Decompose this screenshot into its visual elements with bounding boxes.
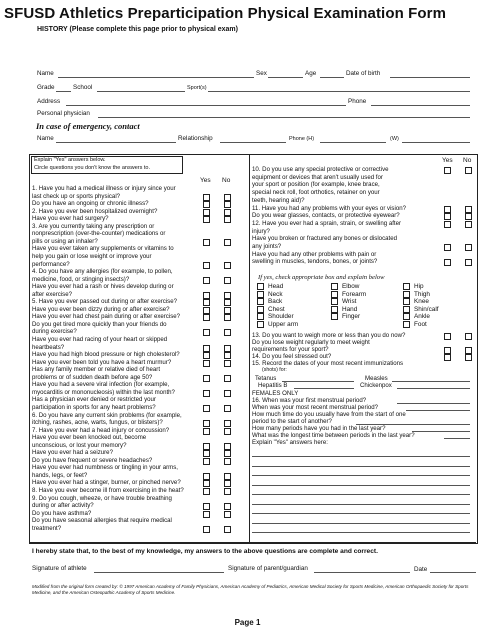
- body-part-checkbox[interactable]: [257, 306, 264, 313]
- right-question-line: injury?: [252, 227, 270, 235]
- body-part-checkbox[interactable]: [331, 291, 338, 298]
- q16b-field[interactable]: [406, 410, 470, 411]
- page-number: Page 1: [234, 618, 261, 627]
- emergency-name-label: Name: [37, 135, 54, 142]
- right-yes-checkbox[interactable]: [444, 347, 451, 354]
- body-part-checkbox[interactable]: [403, 313, 410, 320]
- form-title: SFUSD Athletics Preparticipation Physical Examination Form: [4, 5, 447, 22]
- left-question-line: Have you ever been dizzy during or after exercise?: [32, 305, 170, 313]
- sig-athlete-field[interactable]: [94, 572, 224, 573]
- body-part-checkbox[interactable]: [403, 291, 410, 298]
- left-yes-checkbox[interactable]: [203, 299, 210, 306]
- body-part-item[interactable]: [403, 321, 427, 329]
- left-question-line: Do you have seasonal allergies that require medical: [32, 517, 172, 525]
- right-no-checkbox[interactable]: [465, 347, 472, 354]
- body-part-label: Ankle: [414, 313, 430, 321]
- tetanus-label: Tetanus: [255, 375, 277, 382]
- left-question-line: itching, rashes, acne, warts, fungus, or blisters)?: [32, 419, 163, 427]
- explain-line[interactable]: [252, 513, 470, 514]
- body-part-checkbox[interactable]: [331, 313, 338, 320]
- left-question-line: nonprescription (over-the-counter) medications or: [32, 230, 166, 238]
- left-no-checkbox[interactable]: [224, 314, 231, 321]
- q13c: requirements for your sport?: [252, 346, 329, 353]
- body-part-checkbox[interactable]: [331, 283, 338, 290]
- left-no-checkbox[interactable]: [224, 480, 231, 487]
- name-label: Name: [37, 70, 54, 77]
- left-question-line: problems or of sudden death before age 50?: [32, 373, 153, 381]
- left-yes-checkbox[interactable]: [203, 443, 210, 450]
- left-no-checkbox[interactable]: [224, 307, 231, 314]
- q13b: Do you lose weight regularly to meet weight: [252, 339, 370, 346]
- left-question-line: Have you ever had chest pain during or after exercise?: [32, 313, 181, 321]
- phone-label: Phone: [348, 98, 367, 105]
- body-part-label: Hand: [342, 305, 358, 313]
- left-no-checkbox[interactable]: [224, 360, 231, 367]
- body-part-label: Back: [268, 298, 283, 306]
- left-question-line: 3. Are you currently taking any prescription or: [32, 222, 155, 230]
- sig-athlete-label: Signature of athlete: [32, 565, 87, 572]
- right-yes-header: Yes: [442, 157, 453, 164]
- body-part-label: Wrist: [342, 298, 357, 306]
- longest-label: What was the longest time between periods in the last year?: [252, 432, 415, 439]
- hepb-field[interactable]: [294, 388, 354, 389]
- body-part-checkbox[interactable]: [331, 298, 338, 305]
- left-question-line: Has a physician ever denied or restricted your: [32, 396, 156, 404]
- left-question-line: 8. Have you ever become ill from exercising in the heat?: [32, 487, 184, 494]
- age-label: Age: [305, 70, 317, 77]
- emergency-name-field[interactable]: [56, 142, 176, 143]
- body-part-checkbox[interactable]: [403, 321, 410, 328]
- grade-field[interactable]: [56, 91, 71, 92]
- grade-label: Grade: [37, 84, 55, 91]
- females-only-label: FEMALES ONLY: [252, 390, 299, 397]
- left-question-line: 2. Have you ever been hospitalized overnight?: [32, 207, 158, 215]
- right-no-checkbox[interactable]: [465, 259, 472, 266]
- left-no-checkbox[interactable]: [224, 450, 231, 457]
- left-yes-checkbox[interactable]: [203, 216, 210, 223]
- explain-line[interactable]: [252, 494, 470, 495]
- body-part-checkbox[interactable]: [257, 283, 264, 290]
- left-question-line: Have you ever taken any supplements or vitamins to: [32, 245, 174, 253]
- left-yes-checkbox[interactable]: [203, 277, 210, 284]
- body-part-checkbox[interactable]: [257, 321, 264, 328]
- right-question-line: Do you wear glasses, contacts, or protective eyewear?: [252, 212, 400, 220]
- left-question-line: participation in sports for any heart problems?: [32, 403, 156, 411]
- column-divider: [249, 154, 250, 542]
- relationship-label: Relationship: [178, 135, 213, 142]
- left-yes-checkbox[interactable]: [203, 329, 210, 336]
- left-yes-checkbox[interactable]: [203, 526, 210, 533]
- body-part-checkbox[interactable]: [403, 298, 410, 305]
- phone-work-label: (W): [390, 136, 399, 142]
- hepb-label: Hepatitis B: [258, 382, 288, 389]
- sports-label: Sport(s): [187, 85, 207, 91]
- left-yes-checkbox[interactable]: [203, 458, 210, 465]
- left-question-line: Have you ever had surgery?: [32, 215, 109, 223]
- statement-divider: [29, 542, 476, 543]
- left-no-checkbox[interactable]: [224, 458, 231, 465]
- left-no-checkbox[interactable]: [224, 375, 231, 382]
- left-question-line: Have you ever had a stinger, burner, or pinched nerve?: [32, 479, 181, 487]
- periods-year-label: How many periods have you had in the last year?: [252, 425, 386, 432]
- left-question-line: last check up or sports physical?: [32, 192, 121, 200]
- longest-field[interactable]: [444, 438, 470, 439]
- left-question-line: Have you ever been told you have a heart murmur?: [32, 358, 172, 366]
- left-question-line: treatment?: [32, 524, 62, 532]
- right-yes-checkbox[interactable]: [444, 259, 451, 266]
- left-yes-checkbox[interactable]: [203, 503, 210, 510]
- right-no-checkbox[interactable]: [465, 221, 472, 228]
- right-question-line: teeth, hearing aid)?: [252, 196, 305, 204]
- left-question-line: Have you had a severe viral infection (for example,: [32, 381, 170, 389]
- left-question-line: Have you ever had a rash or hives develop during or: [32, 283, 174, 291]
- shots-label: (shots) for:: [262, 367, 287, 373]
- explain-line[interactable]: [252, 466, 470, 467]
- body-part-label: Shoulder: [268, 313, 294, 321]
- right-yes-checkbox[interactable]: [444, 206, 451, 213]
- body-part-item[interactable]: [403, 306, 439, 314]
- left-question-line: pills or using an inhaler?: [32, 237, 98, 245]
- left-question-line: Have you ever had numbness or tingling in your arms,: [32, 464, 178, 472]
- explain-line[interactable]: [252, 456, 470, 457]
- body-part-item[interactable]: [257, 298, 282, 306]
- statement: I hereby state that, to the best of my knowledge, my answers to the above questions are complete and correct.: [32, 548, 378, 555]
- left-no-checkbox[interactable]: [224, 488, 231, 495]
- date-field[interactable]: [430, 572, 476, 573]
- left-no-checkbox[interactable]: [224, 292, 231, 299]
- left-question-line: Do you get tired more quickly than your friends do: [32, 320, 167, 328]
- left-yes-checkbox[interactable]: [203, 360, 210, 367]
- age-field[interactable]: [320, 77, 344, 78]
- body-part-item[interactable]: [257, 321, 298, 329]
- chickenpox-field[interactable]: [397, 388, 470, 389]
- right-yes-checkbox[interactable]: [444, 333, 451, 340]
- explain-line[interactable]: [252, 485, 470, 486]
- left-yes-checkbox[interactable]: [203, 420, 210, 427]
- left-yes-checkbox[interactable]: [203, 292, 210, 299]
- explain-line[interactable]: [252, 475, 470, 476]
- body-part-checkbox[interactable]: [257, 298, 264, 305]
- left-yes-checkbox[interactable]: [203, 194, 210, 201]
- right-question-line: 10. Do you use any special protective or corrective: [252, 166, 389, 173]
- left-question-line: Has any family member or relative died of heart: [32, 366, 161, 374]
- right-no-checkbox[interactable]: [465, 167, 472, 174]
- right-question-line: special neck roll, foot orthotics, retainer on your: [252, 189, 380, 197]
- left-question-line: Have you ever had a seizure?: [32, 449, 113, 457]
- body-part-label: Elbow: [342, 283, 360, 291]
- left-yes-checkbox[interactable]: [203, 488, 210, 495]
- left-no-checkbox[interactable]: [224, 473, 231, 480]
- check-note: If yes, check appropriate box and explain below: [258, 274, 385, 281]
- left-question-line: help you gain or lose weight or improve your: [32, 252, 152, 260]
- address-field[interactable]: [66, 105, 346, 106]
- circle-note: Circle questions you don't know the answers to.: [34, 165, 150, 171]
- right-yes-checkbox[interactable]: [444, 213, 451, 220]
- right-no-checkbox[interactable]: [465, 213, 472, 220]
- body-part-label: Finger: [342, 313, 361, 321]
- address-label: Address: [37, 98, 61, 105]
- body-part-checkbox[interactable]: [403, 283, 410, 290]
- body-part-label: Knee: [414, 298, 429, 306]
- q14: 14. Do you feel stressed out?: [252, 353, 332, 360]
- relationship-field[interactable]: [220, 142, 286, 143]
- left-question-line: heartbeats?: [32, 343, 65, 351]
- q16a: 16. When was your first menstrual period?: [252, 397, 367, 404]
- left-yes-checkbox[interactable]: [203, 307, 210, 314]
- left-question-line: performance?: [32, 260, 70, 268]
- left-yes-checkbox[interactable]: [203, 262, 210, 269]
- sig-parent-label: Signature of parent/guardian: [228, 565, 308, 572]
- left-yes-checkbox[interactable]: [203, 390, 210, 397]
- left-question-line: medicine, food, or stinging insects)?: [32, 275, 130, 283]
- left-no-checkbox[interactable]: [224, 405, 231, 412]
- left-question-line: Do you have asthma?: [32, 509, 92, 517]
- body-part-label: Neck: [268, 290, 283, 298]
- left-yes-checkbox[interactable]: [203, 345, 210, 352]
- body-part-item[interactable]: [331, 306, 357, 314]
- left-question-line: Have you ever been knocked out, become: [32, 434, 147, 442]
- left-no-checkbox[interactable]: [224, 209, 231, 216]
- sports-field[interactable]: [208, 91, 470, 92]
- left-yes-checkbox[interactable]: [203, 314, 210, 321]
- left-question-line: Do you have an ongoing or chronic illness?: [32, 200, 149, 208]
- body-part-item[interactable]: [403, 298, 429, 306]
- left-no-checkbox[interactable]: [224, 352, 231, 359]
- right-yes-checkbox[interactable]: [444, 221, 451, 228]
- body-part-label: Head: [268, 283, 284, 291]
- left-no-checkbox[interactable]: [224, 443, 231, 450]
- right-no-checkbox[interactable]: [465, 206, 472, 213]
- right-question-line: your sport or position (for example, knee brace,: [252, 181, 380, 189]
- left-yes-checkbox[interactable]: [203, 473, 210, 480]
- explain-yes-here: Explain "Yes" answers here:: [252, 439, 328, 446]
- q16b: When was your most recent menstrual period?: [252, 404, 378, 411]
- right-question-line: Have you had any other problems with pain or: [252, 250, 377, 258]
- sig-parent-field[interactable]: [314, 572, 410, 573]
- left-question-line: during or after activity?: [32, 502, 94, 510]
- body-part-item[interactable]: [331, 313, 360, 321]
- measles-field[interactable]: [392, 381, 470, 382]
- left-yes-checkbox[interactable]: [203, 428, 210, 435]
- left-question-line: 5. Have you ever passed out during or after exercise?: [32, 298, 177, 306]
- body-part-item[interactable]: [331, 298, 356, 306]
- body-part-item[interactable]: [403, 313, 430, 321]
- body-part-item[interactable]: [331, 283, 359, 291]
- left-yes-checkbox[interactable]: [203, 352, 210, 359]
- emergency-heading: In case of emergency, contact: [36, 121, 140, 131]
- left-yes-checkbox[interactable]: [203, 201, 210, 208]
- right-question-line: swelling in muscles, tendons, bones, or joints?: [252, 258, 378, 266]
- body-part-checkbox[interactable]: [403, 306, 410, 313]
- left-no-checkbox[interactable]: [224, 277, 231, 284]
- left-question-line: myocarditis or mononucleosis) within the last month?: [32, 388, 175, 396]
- q16c: How much time do you usually have from the start of one: [252, 411, 406, 418]
- right-no-checkbox[interactable]: [465, 333, 472, 340]
- body-part-label: Shin/calf: [414, 305, 439, 313]
- left-yes-header: Yes: [200, 177, 211, 184]
- left-no-checkbox[interactable]: [224, 239, 231, 246]
- body-part-label: Upper arm: [268, 321, 299, 329]
- tetanus-field[interactable]: [282, 381, 354, 382]
- left-question-line: unconscious, or lost your memory?: [32, 441, 127, 449]
- physician-field[interactable]: [98, 117, 470, 118]
- left-no-checkbox[interactable]: [224, 420, 231, 427]
- body-part-label: Foot: [414, 321, 427, 329]
- explain-yes-note: Explain "Yes" answers below.: [34, 157, 106, 163]
- right-question-line: 11. Have you had any problems with your eyes or vision?: [252, 204, 407, 212]
- left-question-line: 6. Do you have any current skin problems (for example,: [32, 411, 182, 419]
- q16a-field[interactable]: [397, 403, 470, 404]
- dob-field[interactable]: [390, 77, 470, 78]
- left-no-checkbox[interactable]: [224, 329, 231, 336]
- right-yes-checkbox[interactable]: [444, 167, 451, 174]
- left-question-line: 9. Do you cough, wheeze, or have trouble breathing: [32, 494, 172, 502]
- q13a: 13. Do you want to weigh more or less than you do now?: [252, 332, 406, 339]
- periods-year-field[interactable]: [412, 431, 470, 432]
- right-question-line: any joints?: [252, 243, 282, 250]
- body-part-item[interactable]: [257, 306, 285, 314]
- left-no-checkbox[interactable]: [224, 345, 231, 352]
- credit-note: Modified from the original form created by: © 1997 American Academy of Family Physicians, American Academy of Pediatrics, American Medical Society for Sports Medicine, American Orthopaedic Society for Sports Medicine, and the American Osteopathic Academy of Sports Medicine.: [32, 584, 469, 595]
- body-part-checkbox[interactable]: [257, 291, 264, 298]
- left-yes-checkbox[interactable]: [203, 375, 210, 382]
- phone-home-label: Phone (H): [289, 136, 315, 142]
- left-no-checkbox[interactable]: [224, 503, 231, 510]
- left-no-header: No: [222, 177, 231, 184]
- date-label: Date: [414, 566, 428, 573]
- body-part-label: Chest: [268, 305, 285, 313]
- left-yes-checkbox[interactable]: [203, 450, 210, 457]
- body-part-item[interactable]: [257, 313, 294, 321]
- right-question-line: 12. Have you ever had a sprain, strain, or swelling after: [252, 219, 402, 227]
- right-question-line: Have you broken or fractured any bones or dislocated: [252, 235, 397, 243]
- dob-label: Date of birth: [346, 70, 381, 77]
- name-field[interactable]: [58, 77, 254, 78]
- right-question-line: equipment or devices that aren't usually used for: [252, 173, 383, 181]
- right-no-checkbox[interactable]: [465, 354, 472, 361]
- left-yes-checkbox[interactable]: [203, 405, 210, 412]
- left-yes-checkbox[interactable]: [203, 511, 210, 518]
- school-field[interactable]: [97, 91, 185, 92]
- explain-line[interactable]: [252, 532, 470, 533]
- left-question-line: 4. Do you have any allergies (for example, to pollen,: [32, 268, 173, 276]
- measles-label: Measles: [365, 375, 388, 382]
- left-no-checkbox[interactable]: [224, 262, 231, 269]
- left-question-line: Do you have frequent or severe headaches?: [32, 456, 153, 464]
- physician-label: Personal physician: [37, 110, 90, 117]
- body-part-label: Hip: [414, 283, 424, 291]
- left-no-checkbox[interactable]: [224, 390, 231, 397]
- phone-field[interactable]: [371, 105, 470, 106]
- left-no-checkbox[interactable]: [224, 299, 231, 306]
- left-no-checkbox[interactable]: [224, 194, 231, 201]
- q16d: period to the start of another?: [252, 418, 332, 425]
- school-label: School: [73, 84, 93, 91]
- left-question-line: 7. Have you ever had a head injury or concussion?: [32, 426, 170, 434]
- body-part-item[interactable]: [257, 291, 283, 299]
- left-yes-checkbox[interactable]: [203, 209, 210, 216]
- right-no-checkbox[interactable]: [465, 244, 472, 251]
- left-no-checkbox[interactable]: [224, 216, 231, 223]
- left-question-line: 1. Have you had a medical illness or injury since your: [32, 185, 176, 192]
- q15: 15. Record the dates of your most recent immunizations: [252, 360, 404, 367]
- left-question-line: Have you ever had racing of your heart or skipped: [32, 336, 168, 343]
- sex-field[interactable]: [268, 77, 303, 78]
- left-question-line: Have you had high blood pressure or high cholesterol?: [32, 351, 180, 359]
- body-part-item[interactable]: [257, 283, 283, 291]
- body-part-item[interactable]: [403, 283, 424, 291]
- body-part-item[interactable]: [331, 291, 366, 299]
- history-note: HISTORY (Please complete this page prior to physical exam): [37, 26, 238, 33]
- left-no-checkbox[interactable]: [224, 511, 231, 518]
- explain-line[interactable]: [252, 504, 470, 505]
- left-no-checkbox[interactable]: [224, 201, 231, 208]
- left-no-checkbox[interactable]: [224, 428, 231, 435]
- left-question-line: after exercise?: [32, 290, 72, 298]
- left-question-line: hands, legs, or feet?: [32, 471, 88, 479]
- body-part-checkbox[interactable]: [257, 313, 264, 320]
- left-no-checkbox[interactable]: [224, 526, 231, 533]
- right-yes-checkbox[interactable]: [444, 244, 451, 251]
- explain-line[interactable]: [252, 523, 470, 524]
- left-question-line: during exercise?: [32, 328, 77, 336]
- phone-home-field[interactable]: [320, 142, 386, 143]
- left-yes-checkbox[interactable]: [203, 480, 210, 487]
- body-part-item[interactable]: [403, 291, 430, 299]
- body-part-checkbox[interactable]: [331, 306, 338, 313]
- phone-work-field[interactable]: [402, 142, 470, 143]
- left-yes-checkbox[interactable]: [203, 239, 210, 246]
- chickenpox-label: Chickenpox: [360, 382, 392, 389]
- body-part-label: Thigh: [414, 290, 430, 298]
- sex-label: Sex: [256, 70, 267, 77]
- right-no-header: No: [463, 157, 472, 164]
- right-yes-checkbox[interactable]: [444, 354, 451, 361]
- body-part-label: Forearm: [342, 290, 367, 298]
